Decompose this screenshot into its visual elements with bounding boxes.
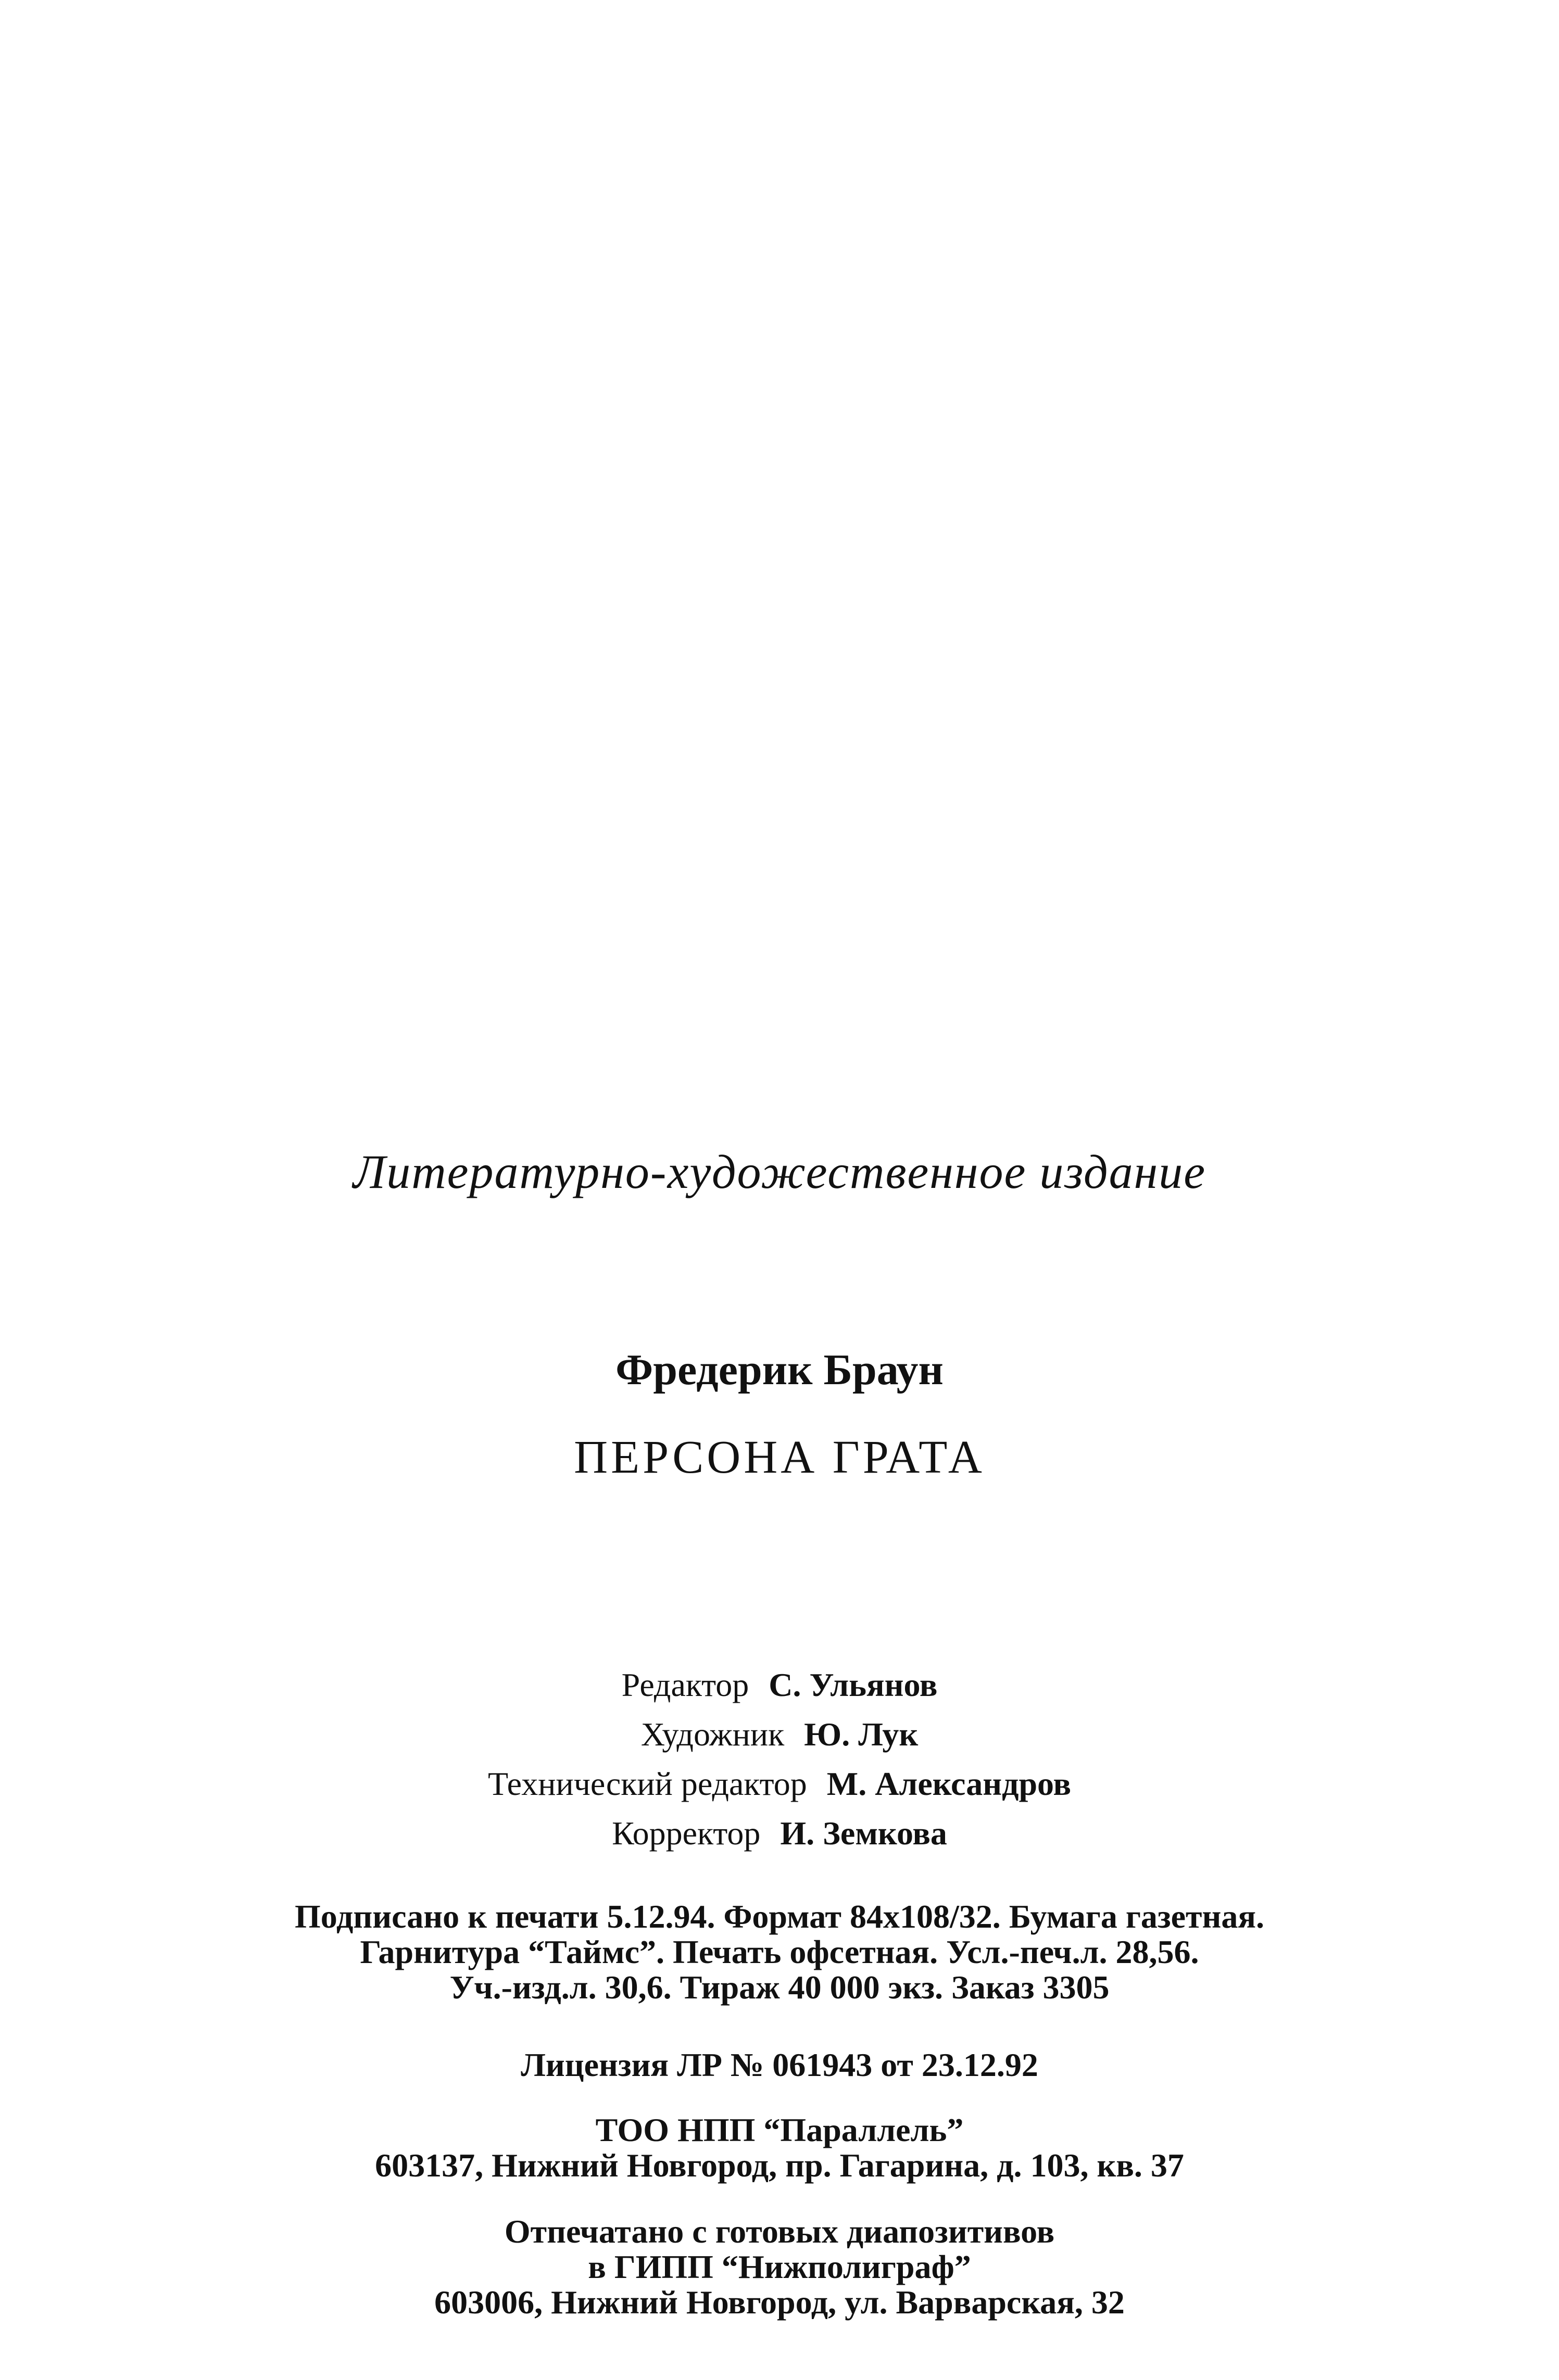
print-details-line: Подписано к печати 5.12.94. Формат 84x108/32. Бумага газетная.: [295, 1898, 1264, 1935]
credit-role: Корректор: [612, 1815, 761, 1852]
printer-line: Отпечатано с готовых диапозитивов: [504, 2213, 1055, 2250]
book-title: ПЕРСОНА ГРАТА: [574, 1432, 985, 1483]
credit-person: М. Александров: [826, 1765, 1072, 1802]
credit-artist: [0, 1718, 1559, 1751]
publisher-address: 603137, Нижний Новгород, пр. Гагарина, д. 103, кв. 37: [375, 2147, 1184, 2184]
printer-name: в ГИПП “Нижполиграф”: [588, 2248, 971, 2285]
printer-address: 603006, Нижний Новгород, ул. Варварская, 32: [434, 2284, 1125, 2321]
credit-proofreader: [0, 1817, 1559, 1850]
credit-editor: [0, 1668, 1559, 1702]
credit-role: Технический редактор: [487, 1765, 807, 1802]
book-author: Фредерик Браун: [615, 1346, 944, 1394]
license-line: Лицензия ЛР № 061943 от 23.12.92: [521, 2046, 1038, 2083]
print-details-line: Уч.-изд.л. 30,6. Тираж 40 000 экз. Заказ 3305: [449, 1969, 1110, 2006]
credit-role: Редактор: [621, 1666, 749, 1703]
credit-person: Ю. Лук: [804, 1716, 919, 1753]
credit-person: С. Ульянов: [769, 1666, 938, 1703]
credit-person: И. Земкова: [780, 1815, 947, 1852]
edition-type: Литературно-художественное издание: [353, 1145, 1206, 1198]
print-details-line: Гарнитура “Таймс”. Печать офсетная. Усл.-печ.л. 28,56.: [360, 1933, 1199, 1970]
publisher-name: ТОО НПП “Параллель”: [595, 2111, 964, 2148]
credit-tech-editor: [0, 1767, 1559, 1801]
credit-role: Художник: [640, 1716, 785, 1753]
